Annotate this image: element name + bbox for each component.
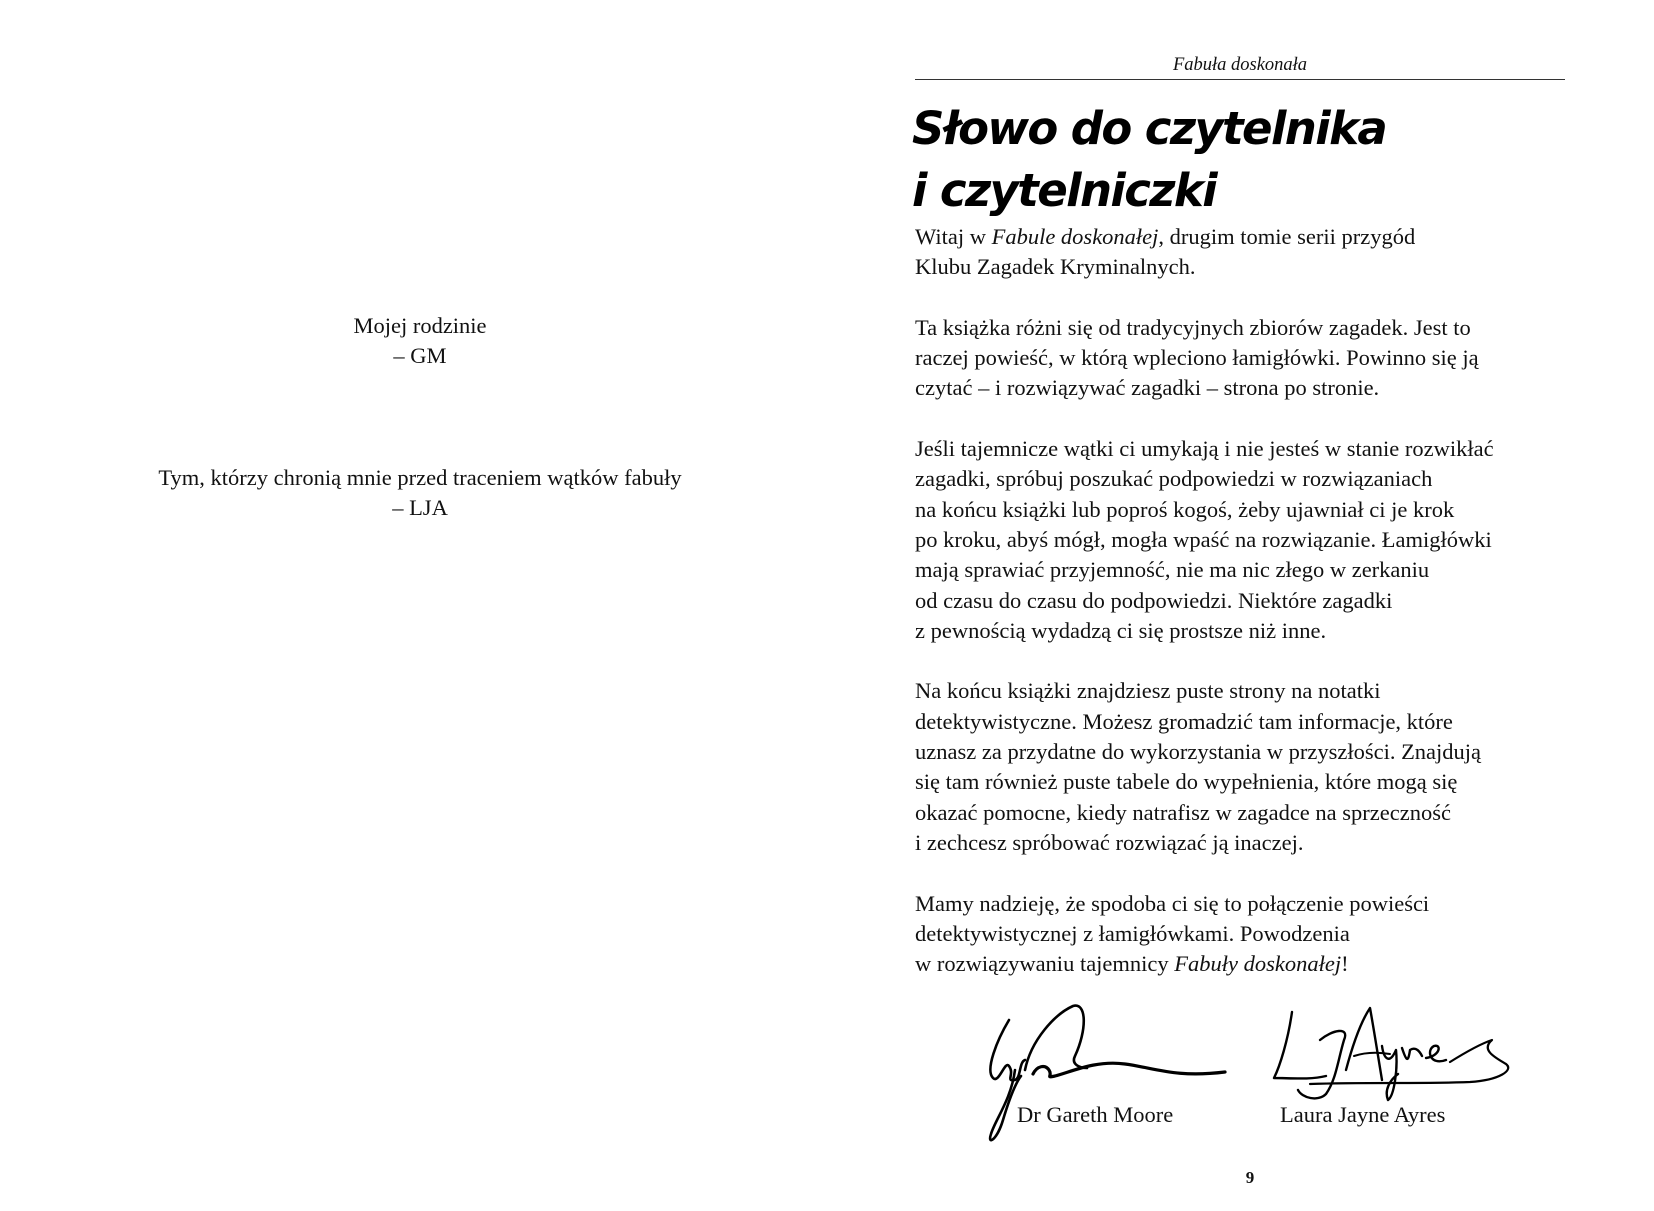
body-text <box>915 222 1575 1010</box>
paragraph <box>915 434 1575 646</box>
page-number: 9 <box>1245 1168 1255 1187</box>
running-head: Fabuła doskonała <box>1172 55 1308 75</box>
book-title-italic: Fabuły doskonałej <box>1174 951 1342 977</box>
paragraph <box>915 313 1575 404</box>
right-page <box>840 0 1654 1211</box>
text-line: Ta książka różni się od tradycyjnych zbiorów zagadek. Jest to <box>915 314 1471 340</box>
text-line: zagadki, spróbuj poszukać podpowiedzi w rozwiązaniach <box>915 466 1433 492</box>
text-line: od czasu do czasu do podpowiedzi. Niektóre zagadki <box>915 587 1393 613</box>
text-line: raczej powieść, w którą wpleciono łamigłówki. Powinno się ją <box>915 345 1479 371</box>
author-name-gareth-moore: Dr Gareth Moore <box>1017 1102 1174 1127</box>
text-line: i zechcesz spróbować rozwiązać ją inaczej. <box>915 829 1304 855</box>
text-line: się tam również puste tabele do wypełnienia, które mogą się <box>915 769 1458 795</box>
text-line: Mamy nadzieję, że spodoba ci się to połączenie powieści <box>915 890 1430 916</box>
text-line <box>915 222 1575 252</box>
title-line-2: i czytelniczki <box>912 164 1217 217</box>
book-title-italic: Fabule doskonałej <box>991 224 1159 249</box>
dedication-text: Tym, którzy chronią mnie przed traceniem wątków fabuły <box>158 465 682 490</box>
text-run: , drugim tomie serii przygód <box>1158 224 1416 249</box>
text-line: po kroku, abyś mógł, mogła wpaść na rozwiązanie. Łamigłówki <box>915 526 1492 552</box>
text-line: Na końcu książki znajdziesz puste strony na notatki <box>915 678 1381 704</box>
text-line: uznasz za przydatne do wykorzystania w przyszłości. Znajdują <box>915 739 1482 765</box>
paragraph <box>915 676 1575 858</box>
dedication-lja <box>120 463 720 523</box>
text-line: detektywistycznej z łamigłówkami. Powodzenia <box>915 920 1350 946</box>
dedication-signoff: – LJA <box>392 495 448 520</box>
text-line: Klubu Zagadek Kryminalnych. <box>915 254 1196 280</box>
title-line-1: Słowo do czytelnika <box>912 102 1387 155</box>
text-line <box>915 949 1575 979</box>
text-line: okazać pomocne, kiedy natrafisz w zagadce na sprzeczność <box>915 799 1451 825</box>
paragraph <box>915 222 1575 283</box>
text-line: detektywistyczne. Możesz gromadzić tam informacje, które <box>915 708 1453 734</box>
text-run: Witaj w <box>915 224 992 249</box>
page-title <box>912 98 1386 222</box>
paragraph <box>915 889 1575 980</box>
text-line: mają sprawiać przyjemność, nie ma nic złego w zerkaniu <box>915 557 1430 583</box>
text-line: Jeśli tajemnicze wątki ci umykają i nie jesteś w stanie rozwikłać <box>915 436 1494 462</box>
text-line: czytać – i rozwiązywać zagadki – strona po stronie. <box>915 375 1380 401</box>
author-name-laura-jayne-ayres: Laura Jayne Ayres <box>1280 1102 1446 1127</box>
text-run: ! <box>1341 951 1349 977</box>
header-rule <box>915 79 1565 80</box>
text-line: na końcu książki lub poproś kogoś, żeby ujawniał ci je krok <box>915 496 1455 522</box>
text-run: w rozwiązywaniu tajemnicy <box>915 951 1175 977</box>
dedication-text: Mojej rodzinie <box>353 313 487 338</box>
text-line: z pewnością wydadzą ci się prostsze niż inne. <box>915 617 1327 643</box>
dedication-gm <box>120 311 720 371</box>
dedication-signoff: – GM <box>393 343 447 368</box>
